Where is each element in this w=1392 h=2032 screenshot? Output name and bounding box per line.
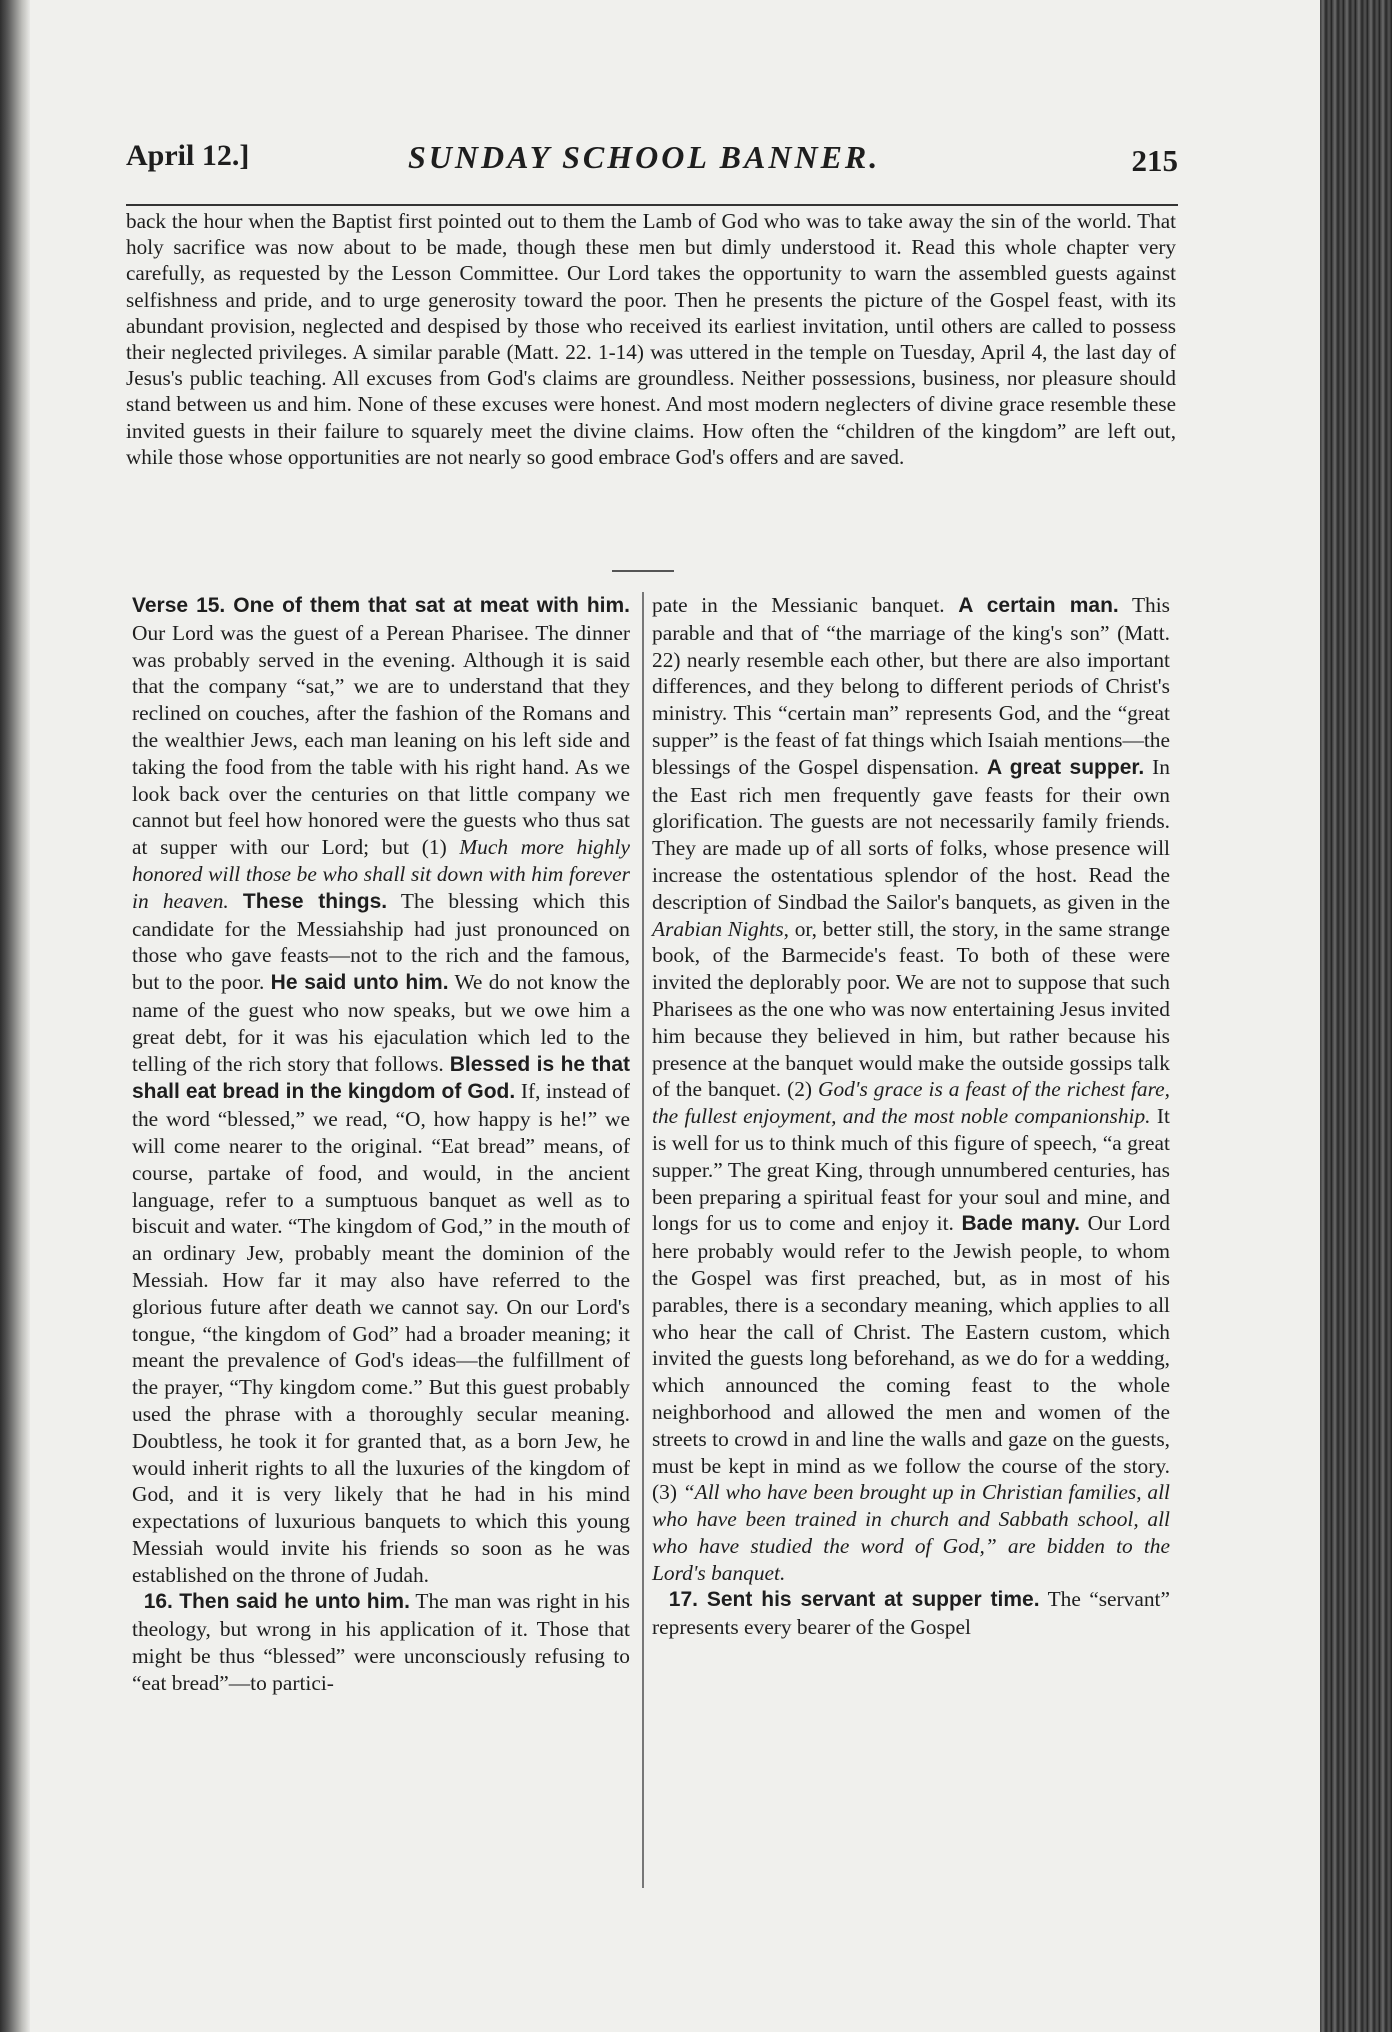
- blessed-text: If, instead of the word “blessed,” we read, “O, how happy is he!” we will come nearer to the original. “Eat bread” means, of course, partake of food, and would, in the ancient language, refer to a sumptuous banquet as well as to biscuit and water. “The kingdom of God,” in the mouth of an ordinary Jew, probably meant the dominion of the Messiah. How far it may also have referred to the glorious future after death we cannot say. On our Lord's tongue, “the kingdom of God” had a broader meaning; it meant the prevalence of God's ideas—the fulfillment of the prayer, “Thy kingdom come.” But this guest probably used the phrase with a thoroughly secular meaning. Doubtless, he took it for granted that, as a born Jew, he would inherit rights to all the luxuries of the kingdom of God, and it is very likely that he had in his mind expectations of luxurious banquets to which this young Messiah would invite his friends so soon as he was established on the throne of Judah.: [132, 1079, 631, 1587]
- parable-paragraph: [652, 592, 1170, 1586]
- header-date: April 12.]: [126, 139, 250, 172]
- arabian-nights-title: Arabian Nights: [652, 916, 784, 941]
- bade-many-heading: Bade many.: [961, 1212, 1081, 1236]
- verse-16-text: The man was right in his theology, but wrong in his application of it. Those that might be thus “blessed” were unconsciously refusing to “eat bread”—to partici-: [132, 1589, 630, 1695]
- verse-16-paragraph: [132, 1588, 630, 1696]
- verse-17-text: The “servant” represents every bearer of the Gospel: [652, 1587, 1170, 1640]
- col2-text-2: This parable and that of “the marriage of the king's son” (Matt. 22) nearly resemble each other, but there are also important differences, and they belong to different periods of Christ's ministry. This “certain man” represents God, and the “great supper” is the feast of fat things which Isaiah mentions—the blessings of the Gospel dispensation.: [652, 593, 1170, 779]
- col2-text-6: Our Lord here probably would refer to the Jewish people, to whom the Gospel was first preached, but, as in most of his parables, there is a secondary meaning, which applies to all who hear the call of Christ. The Eastern custom, which invited the guests long beforehand, as we do for a wedding, which announced the coming feast to the whole neighborhood and allowed the men and women of the streets to crowd in and line the walls and gaze on the guests, must be kept in mind as we follow the course of the story. (3): [652, 1211, 1170, 1505]
- column-rule: [642, 592, 644, 1888]
- running-header: [126, 133, 1178, 197]
- intro-paragraph: back the hour when the Baptist first pointed out to them the Lamb of God who was to take away the sin of the world. That holy sacrifice was now about to be made, though these men but dimly understood it. Read this whole chapter very carefully, as requested by the Lesson Committee. Our Lord takes the opportunity to warn the assembled guests against selfishness and pride, and to urge generosity toward the poor. Then he presents the picture of the Gospel feast, with its abundant provision, neglected and despised by those who received its earliest invitation, until others are called to possess their neglected privileges. A similar parable (Matt. 22. 1-14) was uttered in the temple on Tuesday, April 4, the last day of Jesus's public teaching. All excuses from God's claims are groundless. Neither possessions, business, nor pleasure should stand between us and him. None of these excuses were honest. And most modern neglecters of divine grace resemble these invited guests in their failure to squarely meet the divine claims. How often the “children of the kingdom” are left out, while those whose opportunities are not nearly so good embrace God's offers and are saved.: [126, 209, 1176, 469]
- verse-15-text: Our Lord was the guest of a Perean Pharisee. The dinner was probably served in the evening. Although it is said that the company “sat,” we are to understand that they reclined on couches, after the fashion of the Romans and the wealthier Jews, each man leaning on his left side and taking the food from the table with his right hand. As we look back over the centuries on that little company we cannot but feel how honored were the guests who thus sat at supper with our Lord; but (1): [132, 620, 630, 860]
- col2-text-4: , or, better still, the story, in the same strange book, of the Barmecide's feast. To both of these were invited the deplorably poor. We are not to suppose that such Pharisees as the one who was now entertaining Jesus invited him because they believed in him, but rather because his presence at the banquet would make the outside gossips talk of the banquet. (2): [652, 916, 1170, 1102]
- col2-emphasis-3: “All who have been brought up in Christian families, all who have been trained in church and Sabbath school, all who have studied the word of God,” are bidden to the Lord's banquet.: [652, 1480, 1170, 1585]
- section-divider: [612, 570, 674, 572]
- header-title: SUNDAY SCHOOL BANNER.: [408, 139, 881, 175]
- verse-17-heading: 17. Sent his servant at supper time.: [668, 1588, 1040, 1612]
- these-things-heading: These things.: [242, 889, 388, 913]
- header-rule: [126, 204, 1178, 206]
- col2-text-1: pate in the Messianic banquet.: [652, 593, 959, 617]
- great-supper-heading: A great supper.: [986, 755, 1145, 779]
- col2-text-5: It is well for us to think much of this figure of speech, “a great supper.” The great King, through unnumbered centuries, has been preparing a spiritual feast for your soul and mine, and longs for us to come and enjoy it.: [652, 1104, 1170, 1236]
- verse-16-heading: 16. Then said he unto him.: [143, 1590, 410, 1614]
- left-column: [132, 592, 630, 1697]
- book-spine: [1320, 0, 1392, 2032]
- col2-emphasis-2: God's grace is a feast of the richest fare, the fullest enjoyment, and the most noble companionship.: [652, 1077, 1170, 1129]
- he-said-heading: He said unto him.: [270, 971, 449, 995]
- he-said-text: We do not know the name of the guest who now speaks, but we owe him a great debt, for it was his ejaculation which led to the telling of the rich story that follows.: [132, 970, 631, 1076]
- verse-15-emphasis: Much more highly honored will those be who shall sit down with him forever in heaven.: [132, 835, 630, 913]
- certain-man-heading: A certain man.: [958, 594, 1119, 617]
- book-left-edge: [0, 0, 30, 2032]
- verse-15-heading: Verse 15. One of them that sat at meat with him.: [132, 594, 630, 617]
- col2-text-3: In the East rich men frequently gave feasts for their own glorification. The guests are not necessarily family friends. They are made up of all sorts of folks, whose presence will increase the ostentatious splendor of the host. Read the description of Sindbad the Sailor's banquets, as given in the: [652, 754, 1170, 914]
- page-number: 215: [1131, 143, 1178, 178]
- blessed-heading: Blessed is he that shall eat bread in the kingdom of God.: [132, 1052, 630, 1104]
- right-column: [652, 592, 1170, 1641]
- these-things-text: The blessing which this candidate for the Messiahship had just pronounced on those who gave feasts—not to the rich and the famous, but to the poor.: [132, 888, 630, 995]
- verse-17-paragraph: [652, 1586, 1170, 1641]
- verse-15-paragraph: [132, 592, 630, 1588]
